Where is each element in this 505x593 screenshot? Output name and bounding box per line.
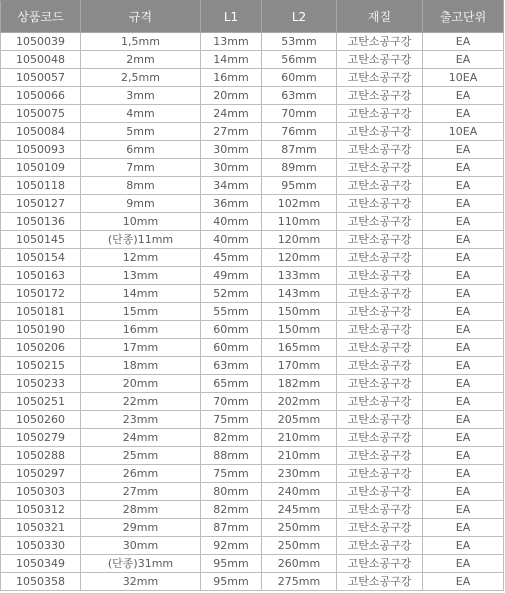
cell-product-code: 1050057 [1,69,81,87]
cell-l2: 63mm [262,87,337,105]
cell-shipping-unit: EA [423,483,504,501]
cell-shipping-unit: EA [423,411,504,429]
cell-shipping-unit: EA [423,285,504,303]
cell-product-code: 1050154 [1,249,81,267]
table-row [1,429,504,447]
cell-l1: 82mm [201,501,262,519]
cell-material: 고탄소공구강 [337,339,423,357]
cell-product-code: 1050297 [1,465,81,483]
cell-specification: 6mm [81,141,201,159]
cell-l2: 245mm [262,501,337,519]
cell-l2: 210mm [262,429,337,447]
cell-product-code: 1050136 [1,213,81,231]
cell-l2: 76mm [262,123,337,141]
table-row [1,69,504,87]
cell-l2: 260mm [262,555,337,573]
table-row [1,555,504,573]
cell-product-code: 1050321 [1,519,81,537]
cell-l2: 150mm [262,321,337,339]
cell-specification: 30mm [81,537,201,555]
cell-specification: 10mm [81,213,201,231]
cell-product-code: 1050127 [1,195,81,213]
table-row [1,573,504,591]
header-specification: 규격 [81,1,201,33]
table-row [1,231,504,249]
cell-material: 고탄소공구강 [337,447,423,465]
cell-material: 고탄소공구강 [337,501,423,519]
table-row [1,267,504,285]
cell-specification: (단종)31mm [81,555,201,573]
cell-specification: 4mm [81,105,201,123]
cell-l1: 87mm [201,519,262,537]
table-row [1,339,504,357]
cell-material: 고탄소공구강 [337,69,423,87]
cell-shipping-unit: EA [423,393,504,411]
cell-specification: 3mm [81,87,201,105]
cell-shipping-unit: EA [423,213,504,231]
cell-specification: 27mm [81,483,201,501]
cell-l1: 30mm [201,159,262,177]
cell-product-code: 1050206 [1,339,81,357]
cell-material: 고탄소공구강 [337,321,423,339]
cell-shipping-unit: EA [423,159,504,177]
table-row [1,447,504,465]
cell-l2: 56mm [262,51,337,69]
cell-product-code: 1050358 [1,573,81,591]
cell-material: 고탄소공구강 [337,159,423,177]
table-row [1,177,504,195]
cell-product-code: 1050190 [1,321,81,339]
cell-specification: 18mm [81,357,201,375]
cell-l2: 70mm [262,105,337,123]
header-l1: L1 [201,1,262,33]
cell-product-code: 1050109 [1,159,81,177]
cell-specification: 9mm [81,195,201,213]
table-row [1,411,504,429]
cell-l1: 30mm [201,141,262,159]
cell-specification: 25mm [81,447,201,465]
cell-product-code: 1050215 [1,357,81,375]
cell-material: 고탄소공구강 [337,375,423,393]
table-row [1,465,504,483]
cell-specification: 14mm [81,285,201,303]
cell-l1: 16mm [201,69,262,87]
cell-l1: 70mm [201,393,262,411]
table-row [1,33,504,51]
cell-material: 고탄소공구강 [337,267,423,285]
header-row [1,1,504,33]
cell-l1: 95mm [201,573,262,591]
cell-shipping-unit: 10EA [423,69,504,87]
cell-specification: 12mm [81,249,201,267]
cell-specification: 7mm [81,159,201,177]
cell-l2: 102mm [262,195,337,213]
cell-shipping-unit: EA [423,465,504,483]
cell-product-code: 1050048 [1,51,81,69]
table-row [1,213,504,231]
cell-shipping-unit: EA [423,573,504,591]
cell-l1: 60mm [201,339,262,357]
cell-l2: 143mm [262,285,337,303]
cell-shipping-unit: 10EA [423,123,504,141]
cell-specification: 8mm [81,177,201,195]
cell-shipping-unit: EA [423,357,504,375]
header-shipping-unit: 출고단위 [423,1,504,33]
cell-l1: 82mm [201,429,262,447]
cell-shipping-unit: EA [423,105,504,123]
cell-specification: 15mm [81,303,201,321]
cell-shipping-unit: EA [423,231,504,249]
cell-l2: 89mm [262,159,337,177]
cell-shipping-unit: EA [423,303,504,321]
cell-product-code: 1050251 [1,393,81,411]
table-row [1,321,504,339]
cell-product-code: 1050279 [1,429,81,447]
cell-shipping-unit: EA [423,177,504,195]
cell-material: 고탄소공구강 [337,429,423,447]
cell-l1: 14mm [201,51,262,69]
table-header [1,1,504,33]
cell-l1: 75mm [201,411,262,429]
table-row [1,249,504,267]
cell-material: 고탄소공구강 [337,555,423,573]
cell-product-code: 1050303 [1,483,81,501]
cell-specification: 20mm [81,375,201,393]
cell-specification: (단종)11mm [81,231,201,249]
cell-product-code: 1050066 [1,87,81,105]
header-material: 재질 [337,1,423,33]
cell-l1: 13mm [201,33,262,51]
cell-l1: 40mm [201,231,262,249]
cell-shipping-unit: EA [423,33,504,51]
cell-l2: 230mm [262,465,337,483]
cell-specification: 29mm [81,519,201,537]
table-row [1,303,504,321]
cell-shipping-unit: EA [423,267,504,285]
cell-l1: 63mm [201,357,262,375]
cell-material: 고탄소공구강 [337,573,423,591]
cell-l1: 24mm [201,105,262,123]
cell-shipping-unit: EA [423,87,504,105]
cell-shipping-unit: EA [423,537,504,555]
cell-product-code: 1050039 [1,33,81,51]
table-row [1,105,504,123]
cell-material: 고탄소공구강 [337,105,423,123]
cell-product-code: 1050118 [1,177,81,195]
cell-l1: 95mm [201,555,262,573]
cell-l2: 240mm [262,483,337,501]
cell-product-code: 1050145 [1,231,81,249]
cell-l2: 202mm [262,393,337,411]
cell-material: 고탄소공구강 [337,465,423,483]
cell-l1: 52mm [201,285,262,303]
cell-specification: 5mm [81,123,201,141]
cell-l1: 36mm [201,195,262,213]
table-row [1,195,504,213]
cell-shipping-unit: EA [423,447,504,465]
cell-shipping-unit: EA [423,141,504,159]
table-row [1,141,504,159]
cell-specification: 26mm [81,465,201,483]
cell-material: 고탄소공구강 [337,357,423,375]
cell-specification: 24mm [81,429,201,447]
header-product-code: 상품코드 [1,1,81,33]
cell-product-code: 1050093 [1,141,81,159]
cell-l2: 133mm [262,267,337,285]
cell-material: 고탄소공구강 [337,537,423,555]
cell-shipping-unit: EA [423,249,504,267]
table-row [1,519,504,537]
cell-material: 고탄소공구강 [337,195,423,213]
cell-l1: 65mm [201,375,262,393]
cell-l2: 210mm [262,447,337,465]
cell-product-code: 1050349 [1,555,81,573]
cell-l2: 53mm [262,33,337,51]
cell-material: 고탄소공구강 [337,285,423,303]
table-row [1,393,504,411]
cell-product-code: 1050172 [1,285,81,303]
table-row [1,87,504,105]
table-row [1,483,504,501]
cell-l2: 250mm [262,537,337,555]
cell-specification: 17mm [81,339,201,357]
cell-l1: 40mm [201,213,262,231]
cell-shipping-unit: EA [423,321,504,339]
cell-material: 고탄소공구강 [337,231,423,249]
cell-specification: 1,5mm [81,33,201,51]
cell-l2: 110mm [262,213,337,231]
cell-material: 고탄소공구강 [337,177,423,195]
cell-shipping-unit: EA [423,501,504,519]
table-row [1,537,504,555]
cell-specification: 32mm [81,573,201,591]
table-row [1,159,504,177]
cell-shipping-unit: EA [423,375,504,393]
cell-l1: 27mm [201,123,262,141]
cell-l1: 60mm [201,321,262,339]
cell-l1: 92mm [201,537,262,555]
cell-product-code: 1050312 [1,501,81,519]
cell-l2: 170mm [262,357,337,375]
cell-l2: 87mm [262,141,337,159]
cell-product-code: 1050075 [1,105,81,123]
cell-shipping-unit: EA [423,429,504,447]
cell-material: 고탄소공구강 [337,213,423,231]
cell-shipping-unit: EA [423,555,504,573]
cell-product-code: 1050260 [1,411,81,429]
table-row [1,501,504,519]
cell-l1: 49mm [201,267,262,285]
table-row [1,123,504,141]
cell-specification: 22mm [81,393,201,411]
table-row [1,51,504,69]
cell-l1: 80mm [201,483,262,501]
cell-l2: 60mm [262,69,337,87]
cell-l2: 95mm [262,177,337,195]
cell-l1: 88mm [201,447,262,465]
cell-l2: 165mm [262,339,337,357]
cell-l2: 205mm [262,411,337,429]
cell-l1: 45mm [201,249,262,267]
cell-material: 고탄소공구강 [337,141,423,159]
cell-shipping-unit: EA [423,339,504,357]
cell-l1: 34mm [201,177,262,195]
cell-l1: 20mm [201,87,262,105]
cell-specification: 2,5mm [81,69,201,87]
cell-material: 고탄소공구강 [337,411,423,429]
cell-material: 고탄소공구강 [337,33,423,51]
table-row [1,285,504,303]
cell-specification: 23mm [81,411,201,429]
cell-l2: 150mm [262,303,337,321]
cell-l2: 275mm [262,573,337,591]
cell-material: 고탄소공구강 [337,483,423,501]
cell-product-code: 1050288 [1,447,81,465]
cell-l2: 120mm [262,231,337,249]
cell-product-code: 1050084 [1,123,81,141]
cell-l1: 55mm [201,303,262,321]
cell-material: 고탄소공구강 [337,519,423,537]
cell-material: 고탄소공구강 [337,303,423,321]
header-l2: L2 [262,1,337,33]
table-row [1,375,504,393]
cell-l1: 75mm [201,465,262,483]
table-body [1,33,504,591]
cell-product-code: 1050330 [1,537,81,555]
cell-specification: 16mm [81,321,201,339]
cell-shipping-unit: EA [423,195,504,213]
cell-material: 고탄소공구강 [337,249,423,267]
cell-l2: 250mm [262,519,337,537]
cell-material: 고탄소공구강 [337,393,423,411]
cell-shipping-unit: EA [423,51,504,69]
cell-l2: 120mm [262,249,337,267]
cell-specification: 2mm [81,51,201,69]
cell-product-code: 1050181 [1,303,81,321]
cell-specification: 13mm [81,267,201,285]
cell-shipping-unit: EA [423,519,504,537]
cell-l2: 182mm [262,375,337,393]
cell-material: 고탄소공구강 [337,87,423,105]
cell-specification: 28mm [81,501,201,519]
cell-product-code: 1050163 [1,267,81,285]
table-row [1,357,504,375]
cell-product-code: 1050233 [1,375,81,393]
cell-material: 고탄소공구강 [337,123,423,141]
cell-material: 고탄소공구강 [337,51,423,69]
